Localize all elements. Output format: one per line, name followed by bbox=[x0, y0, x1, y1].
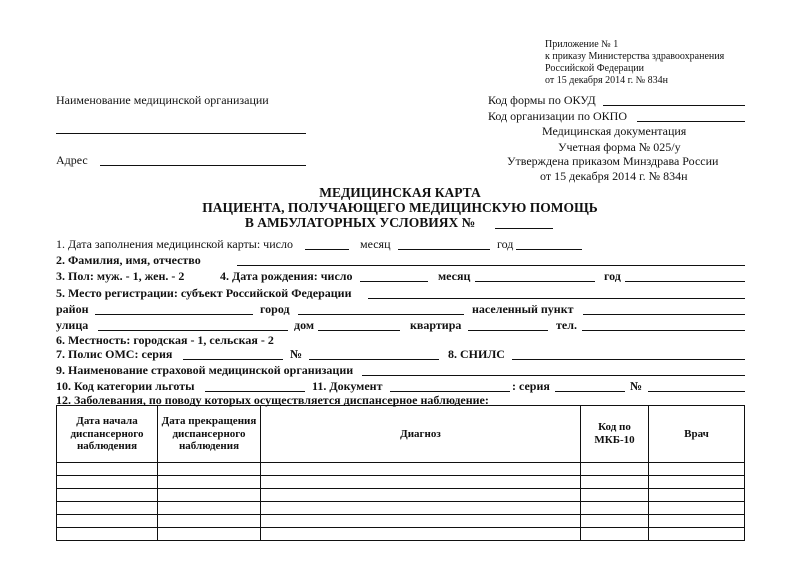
field-10-label: 10. Код категории льготы bbox=[56, 379, 195, 393]
full-name-field[interactable] bbox=[237, 265, 745, 266]
table-cell[interactable] bbox=[581, 476, 649, 489]
field-3-label: 3. Пол: муж. - 1, жен. - 2 bbox=[56, 269, 185, 283]
col-header-icd-code: Код по МКБ-10 bbox=[581, 406, 649, 463]
table-cell[interactable] bbox=[57, 502, 158, 515]
table-cell[interactable] bbox=[649, 463, 745, 476]
fill-month-label: месяц bbox=[360, 237, 391, 251]
table-cell[interactable] bbox=[158, 502, 261, 515]
snils-field[interactable] bbox=[512, 359, 745, 360]
field-7-label: 7. Полис ОМС: серия bbox=[56, 347, 173, 361]
appendix-line-4: от 15 декабря 2014 г. № 834н bbox=[545, 75, 668, 86]
appendix-line-1: Приложение № 1 bbox=[545, 39, 619, 50]
field-2-label: 2. Фамилия, имя, отчество bbox=[56, 253, 201, 267]
okpo-label: Код организации по ОКПО bbox=[488, 109, 628, 123]
birth-year-label: год bbox=[604, 269, 621, 283]
fill-month-field[interactable] bbox=[398, 249, 490, 250]
field-9-label: 9. Наименование страховой медицинской организации bbox=[56, 363, 354, 377]
col-header-doctor: Врач bbox=[649, 406, 745, 463]
benefit-code-field[interactable] bbox=[205, 391, 305, 392]
approved-date: от 15 декабря 2014 г. № 834н bbox=[540, 169, 688, 183]
approved-label: Утверждена приказом Минздрава России bbox=[507, 154, 719, 168]
table-cell[interactable] bbox=[158, 463, 261, 476]
org-name-label: Наименование медицинской организации bbox=[56, 93, 269, 107]
table-cell[interactable] bbox=[261, 489, 581, 502]
field-4-label: 4. Дата рождения: число bbox=[220, 269, 353, 283]
fill-day-field[interactable] bbox=[305, 249, 349, 250]
okpo-field[interactable] bbox=[637, 121, 745, 122]
phone-label: тел. bbox=[556, 318, 577, 332]
birth-day-field[interactable] bbox=[360, 281, 428, 282]
table-cell[interactable] bbox=[261, 515, 581, 528]
address-label: Адрес bbox=[56, 153, 88, 167]
district-field[interactable] bbox=[95, 314, 253, 315]
field-8-label: 8. СНИЛС bbox=[448, 347, 505, 361]
doc-number-sign: № bbox=[630, 379, 643, 393]
table-cell[interactable] bbox=[57, 528, 158, 541]
phone-field[interactable] bbox=[582, 330, 745, 331]
table-cell[interactable] bbox=[57, 476, 158, 489]
field-11-label: 11. Документ bbox=[312, 379, 383, 393]
table-cell[interactable] bbox=[158, 476, 261, 489]
title-line-2: ПАЦИЕНТА, ПОЛУЧАЮЩЕГО МЕДИЦИНСКУЮ ПОМОЩЬ bbox=[202, 200, 598, 215]
table-cell[interactable] bbox=[158, 515, 261, 528]
doc-type: Медицинская документация bbox=[542, 124, 687, 138]
org-name-field[interactable] bbox=[56, 133, 306, 134]
settlement-field[interactable] bbox=[583, 314, 745, 315]
apartment-label: квартира bbox=[410, 318, 462, 332]
title-line-3: В АМБУЛАТОРНЫХ УСЛОВИЯХ № bbox=[244, 215, 476, 230]
table-row bbox=[57, 515, 745, 528]
okud-field[interactable] bbox=[603, 105, 745, 106]
district-label: район bbox=[56, 302, 89, 316]
table-cell[interactable] bbox=[57, 515, 158, 528]
street-label: улица bbox=[56, 318, 89, 332]
col-header-end-date: Дата прекращения диспансерного наблюдения bbox=[158, 406, 261, 463]
table-cell[interactable] bbox=[261, 528, 581, 541]
region-field[interactable] bbox=[368, 298, 745, 299]
table-cell[interactable] bbox=[649, 515, 745, 528]
card-number-field[interactable] bbox=[495, 228, 553, 229]
table-cell[interactable] bbox=[158, 489, 261, 502]
house-label: дом bbox=[294, 318, 315, 332]
birth-month-label: месяц bbox=[438, 269, 471, 283]
table-cell[interactable] bbox=[649, 528, 745, 541]
col-header-start-date: Дата начала диспансерного наблюдения bbox=[57, 406, 158, 463]
house-field[interactable] bbox=[318, 330, 400, 331]
oms-number-sign: № bbox=[290, 347, 303, 361]
fill-year-field[interactable] bbox=[516, 249, 582, 250]
city-field[interactable] bbox=[298, 314, 464, 315]
col-header-diagnosis: Диагноз bbox=[261, 406, 581, 463]
settlement-label: населенный пункт bbox=[472, 302, 574, 316]
table-cell[interactable] bbox=[57, 489, 158, 502]
field-6-label: 6. Местность: городская - 1, сельская - 2 bbox=[56, 333, 274, 347]
table-row bbox=[57, 476, 745, 489]
oms-number-field[interactable] bbox=[309, 359, 439, 360]
address-field[interactable] bbox=[100, 165, 306, 166]
oms-series-field[interactable] bbox=[183, 359, 283, 360]
doc-number-field[interactable] bbox=[648, 391, 745, 392]
okud-label: Код формы по ОКУД bbox=[488, 93, 596, 107]
field-1-label: 1. Дата заполнения медицинской карты: число bbox=[56, 237, 293, 251]
field-5-label: 5. Место регистрации: субъект Российской Федерации bbox=[56, 286, 352, 300]
appendix-line-3: Российской Федерации bbox=[545, 63, 645, 74]
title-line-1: МЕДИЦИНСКАЯ КАРТА bbox=[319, 185, 481, 200]
table-cell[interactable] bbox=[581, 528, 649, 541]
apartment-field[interactable] bbox=[468, 330, 548, 331]
table-cell[interactable] bbox=[57, 463, 158, 476]
table-cell[interactable] bbox=[581, 463, 649, 476]
dispensary-table bbox=[56, 405, 745, 541]
appendix-line-2: к приказу Министерства здравоохранения bbox=[545, 51, 725, 62]
city-label: город bbox=[260, 302, 290, 316]
table-cell[interactable] bbox=[158, 528, 261, 541]
table-row bbox=[57, 528, 745, 541]
table-cell[interactable] bbox=[649, 502, 745, 515]
street-field[interactable] bbox=[98, 330, 288, 331]
table-row bbox=[57, 489, 745, 502]
fill-year-label: год bbox=[497, 237, 514, 251]
table-cell[interactable] bbox=[581, 502, 649, 515]
table-cell[interactable] bbox=[649, 489, 745, 502]
doc-series-field[interactable] bbox=[555, 391, 625, 392]
table-cell[interactable] bbox=[649, 476, 745, 489]
form-number: Учетная форма № 025/у bbox=[558, 140, 681, 154]
birth-year-field[interactable] bbox=[625, 281, 745, 282]
birth-month-field[interactable] bbox=[475, 281, 595, 282]
table-row bbox=[57, 463, 745, 476]
table-cell[interactable] bbox=[261, 463, 581, 476]
table-row bbox=[57, 502, 745, 515]
table-cell[interactable] bbox=[581, 515, 649, 528]
table-cell[interactable] bbox=[261, 476, 581, 489]
doc-series-label: : серия bbox=[512, 379, 550, 393]
field-12-label: 12. Заболевания, по поводу которых осуществляется диспансерное наблюдение: bbox=[56, 393, 489, 407]
insurer-field[interactable] bbox=[362, 375, 745, 376]
table-cell[interactable] bbox=[581, 489, 649, 502]
table-cell[interactable] bbox=[261, 502, 581, 515]
document-field[interactable] bbox=[390, 391, 510, 392]
